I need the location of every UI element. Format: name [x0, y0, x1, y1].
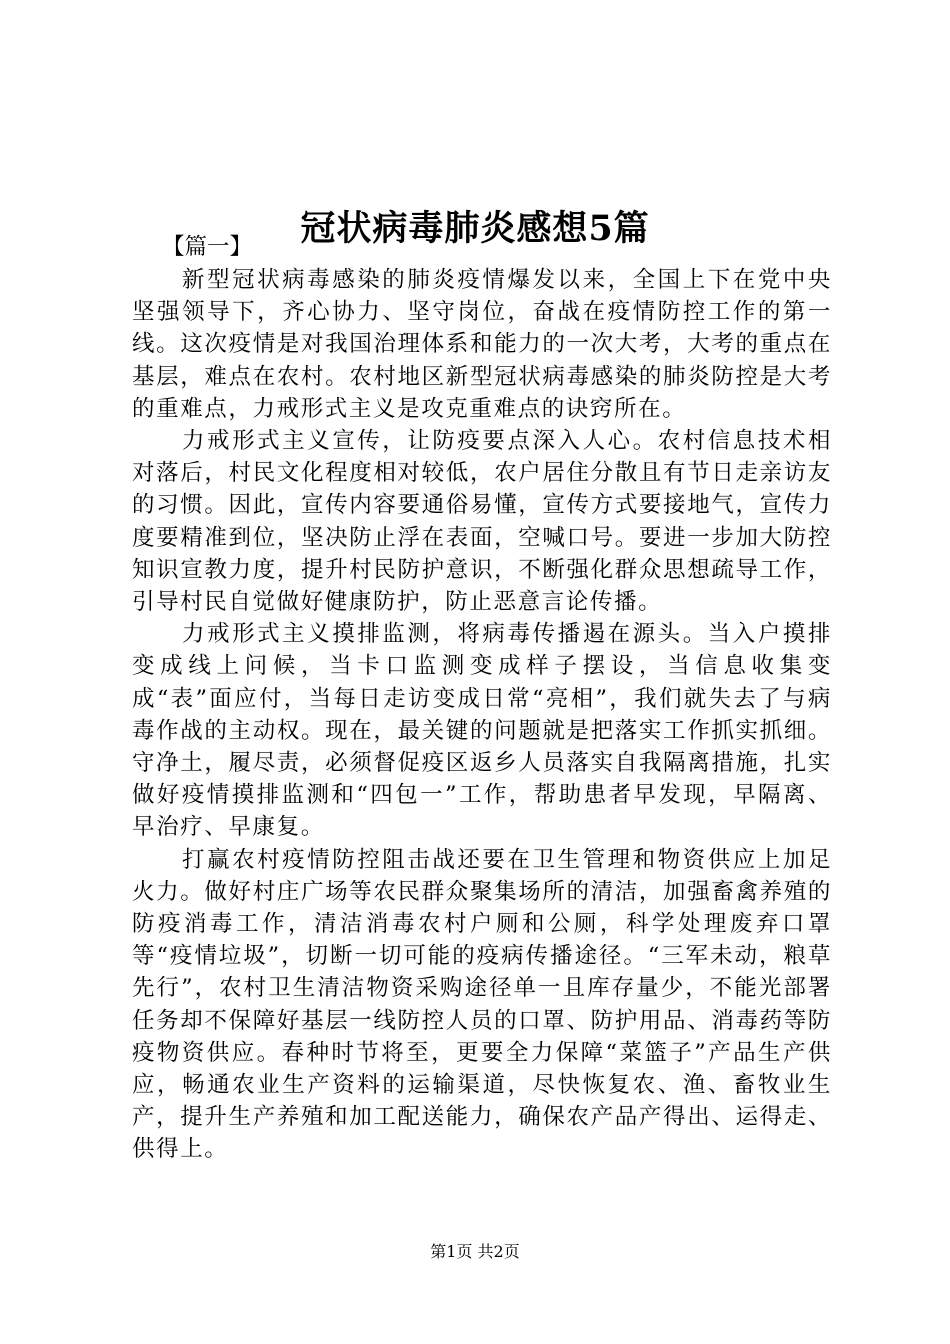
- paragraph-4: 打赢农村疫情防控阻击战还要在卫生管理和物资供应上加足火力。做好村庄广场等农民群众聚集场所的清洁，加强畜禽养殖的防疫消毒工作，清洁消毒农村户厕和公厕，科学处理废弃口罩等“疫情垃圾”，切断一切可能的疫病传播途径。“三军未动，粮草先行”，农村卫生清洁物资采购途径单一且库存量少，不能光部署任务却不保障好基层一线防控人员的口罩、防护用品、消毒药等防疫物资供应。春种时节将至，更要全力保障“菜篮子”产品生产供应，畅通农业生产资料的运输渠道，尽快恢复农、渔、畜牧业生产，提升生产养殖和加工配送能力，确保农产品产得出、运得走、供得上。: [132, 846, 832, 1163]
- paragraph-1: 新型冠状病毒感染的肺炎疫情爆发以来，全国上下在党中央坚强领导下，齐心协力、坚守岗位，奋战在疫情防控工作的第一线。这次疫情是对我国治理体系和能力的一次大考，大考的重点在基层，难点在农村。农村地区新型冠状病毒感染的肺炎防控是大考的重难点，力戒形式主义是攻克重难点的诀窍所在。: [132, 267, 832, 422]
- paragraph-2: 力戒形式主义宣传，让防疫要点深入人心。农村信息技术相对落后，村民文化程度相对较低，农户居住分散且有节日走亲访友的习惯。因此，宣传内容要通俗易懂，宣传方式要接地气，宣传力度要精准到位，坚决防止浮在表面，空喊口号。要进一步加大防控知识宣教力度，提升村民防护意识，不断强化群众思想疏导工作，引导村民自觉做好健康防护，防止恶意言论传播。: [132, 428, 832, 616]
- page-footer: 第1页 共2页: [430, 1242, 520, 1261]
- section-label: 【篇一】: [162, 234, 253, 260]
- paragraph-3: 力戒形式主义摸排监测，将病毒传播遏在源头。当入户摸排变成线上问候，当卡口监测变成样子摆设，当信息收集变成“表”面应付，当每日走访变成日常“亮相”，我们就失去了与病毒作战的主动权。现在，最关键的问题就是把落实工作抓实抓细。守净土，履尽责，必须督促疫区返乡人员落实自我隔离措施，扎实做好疫情摸排监测和“四包一”工作，帮助患者早发现，早隔离、早治疗、早康复。: [132, 621, 832, 841]
- document-body: [132, 264, 832, 1166]
- document-title: 冠状病毒肺炎感想5篇: [300, 208, 650, 250]
